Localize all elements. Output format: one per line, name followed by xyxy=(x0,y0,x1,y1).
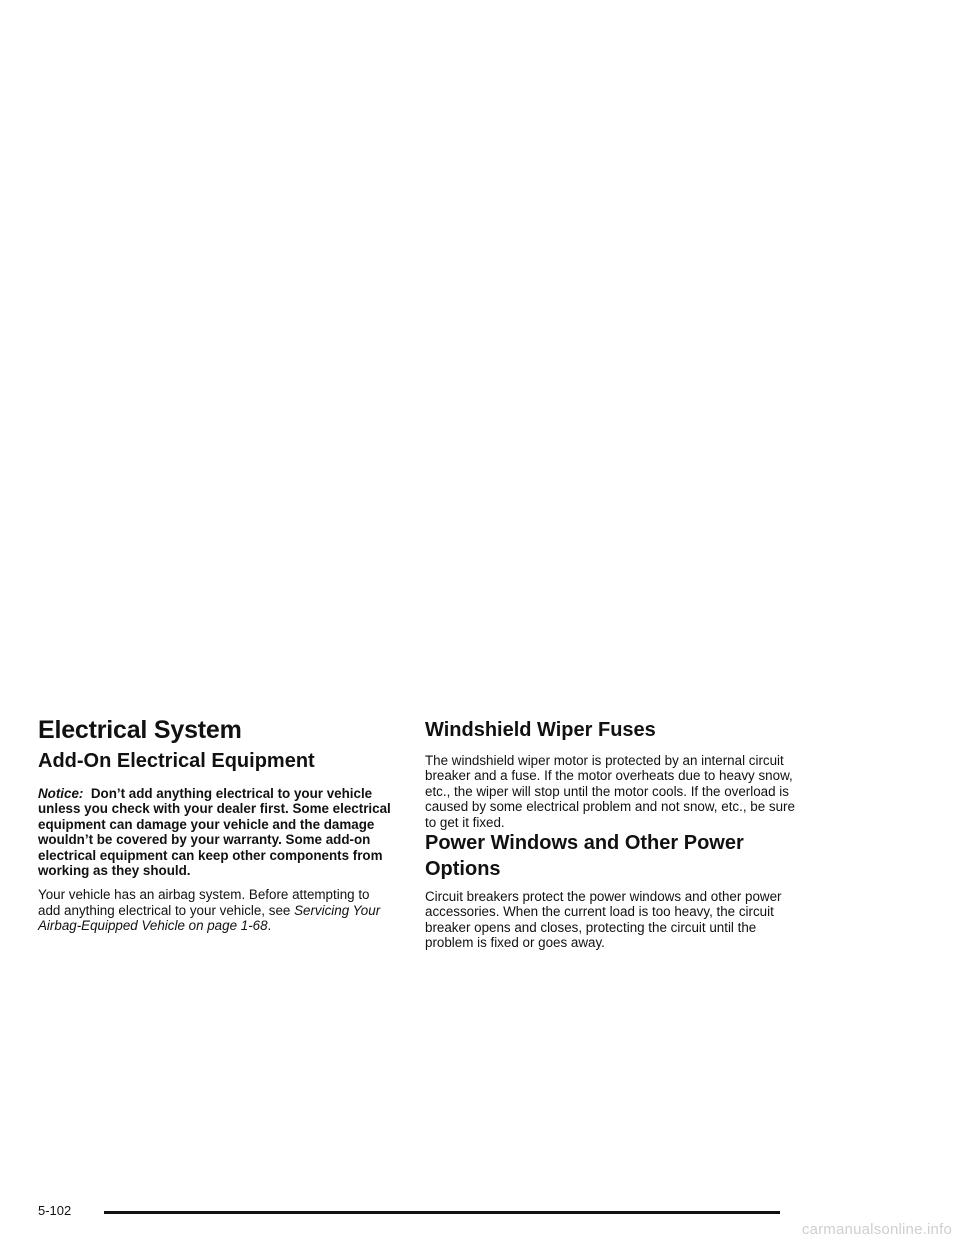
power-windows-heading: Power Windows and Other Power Options xyxy=(425,832,744,881)
add-on-equipment-heading: Add-On Electrical Equipment xyxy=(38,750,315,772)
airbag-paragraph xyxy=(38,887,394,933)
footer-rule xyxy=(104,1211,780,1214)
wiper-fuses-paragraph: The windshield wiper motor is protected by an internal circuit breaker and a fuse. If the motor overheats due to heavy snow, etc., the wiper will stop until the motor cools. If the overload is caused by some electrical problem and not snow, etc., be sure to get it fixed. xyxy=(425,753,795,830)
notice-text: Don’t add anything electrical to your vehicle unless you check with your dealer first. Some electrical equipment can damage your vehicle and the damage wouldn’t be covered by your warranty. Some add-on electrical equipment can keep other components from working as they should. xyxy=(38,786,391,879)
left-column xyxy=(38,712,394,934)
airbag-text-end: . xyxy=(267,918,272,934)
notice-paragraph xyxy=(38,786,394,878)
page-number: 5-102 xyxy=(38,1203,72,1218)
watermark: carmanualsonline.info xyxy=(801,1221,952,1238)
airbag-page-reference: Servicing Your Airbag-Equipped Vehicle on page 1-68 xyxy=(38,902,381,934)
section-title: Electrical System xyxy=(38,716,242,744)
notice-label: Notice: xyxy=(38,786,84,801)
right-column xyxy=(425,712,797,951)
power-windows-paragraph: Circuit breakers protect the power windows and other power accessories. When the current load is too heavy, the circuit breaker opens and closes, protecting the circuit until the problem is fixed or goes away. xyxy=(425,889,782,951)
wiper-fuses-heading: Windshield Wiper Fuses xyxy=(425,719,656,741)
airbag-text: Your vehicle has an airbag system. Before attempting to add anything electrical to your vehicle, see xyxy=(38,887,370,918)
